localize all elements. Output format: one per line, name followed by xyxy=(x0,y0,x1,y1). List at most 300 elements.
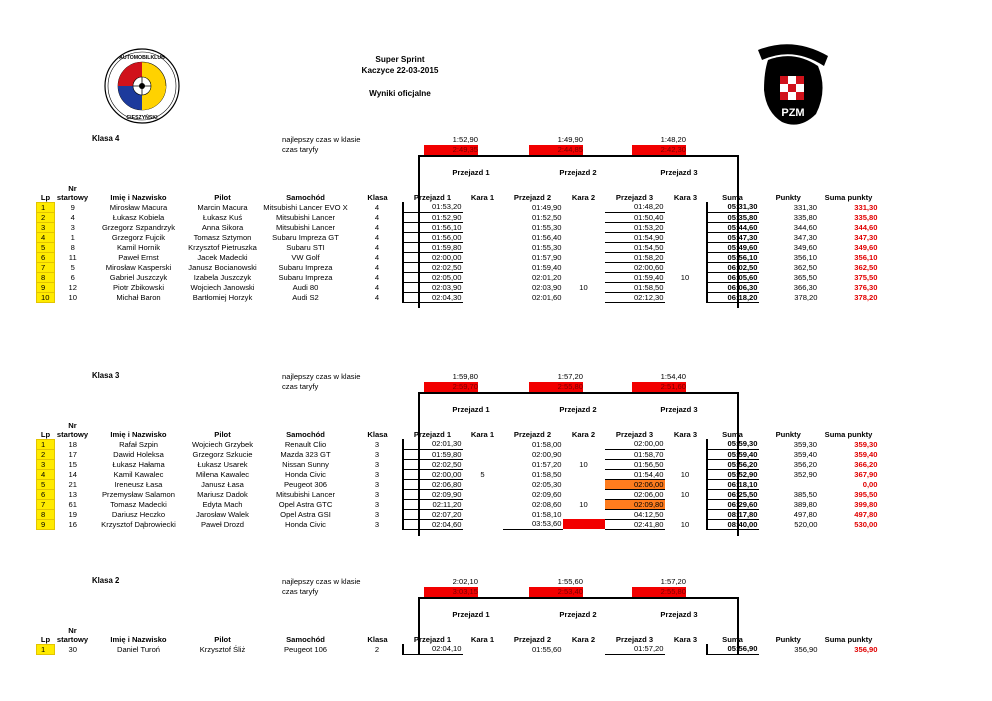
cell-penalty2 xyxy=(563,222,605,232)
cell-driver: Łukasz Kobiela xyxy=(112,212,165,222)
cell-run1: 02:00,00 xyxy=(403,469,463,479)
column-header-penalty3: Kara 3 xyxy=(673,430,698,439)
cell-pilot: Mariusz Dadok xyxy=(197,489,248,499)
cell-run1: 02:07,20 xyxy=(403,509,463,519)
cell-nr: 4 xyxy=(70,212,75,222)
cell-total: 05:49,60 xyxy=(707,242,759,252)
cell-total-points: 331,30 xyxy=(854,202,878,212)
column-header-penalty3: Kara 3 xyxy=(673,193,698,202)
cell-penalty3: 10 xyxy=(665,489,707,499)
cell-total: 06:05,60 xyxy=(707,272,759,282)
cell-run2: 02:01,60 xyxy=(531,292,562,302)
cell-lp: 1 xyxy=(37,202,55,212)
cell-driver: Krzysztof Dąbrowiecki xyxy=(101,519,176,529)
cell-run1: 02:06,80 xyxy=(403,479,463,489)
cell-run3: 02:06,00 xyxy=(605,489,665,499)
class-heading-4: Klasa 4 xyxy=(92,134,120,143)
cell-class: 4 xyxy=(374,262,380,272)
cell-class: 4 xyxy=(374,252,380,262)
column-header-penalty1: Kara 1 xyxy=(470,430,495,439)
cell-penalty2: 10 xyxy=(579,459,588,469)
column-header-car: Samochód xyxy=(286,635,325,644)
cell-nr: 10 xyxy=(68,292,77,302)
table-row xyxy=(37,232,879,242)
cell-run2: 01:58,00 xyxy=(531,439,562,449)
cell-penalty2 xyxy=(563,489,605,499)
cell-run1: 01:56,00 xyxy=(403,232,463,242)
column-header-driver: Imię i Nazwisko xyxy=(110,635,167,644)
cell-driver: Piotr Zbikowski xyxy=(112,282,165,292)
best-time-2: 1:57,20 xyxy=(557,372,583,381)
cell-penalty3 xyxy=(665,499,707,509)
column-header-total-points: Suma punkty xyxy=(824,193,873,202)
cell-penalty2 xyxy=(563,449,605,459)
cell-lp: 5 xyxy=(37,242,55,252)
cell-penalty1 xyxy=(463,272,503,282)
cell-points xyxy=(759,479,819,489)
cell-total-points: 356,10 xyxy=(854,252,878,262)
cell-run3: 01:59,40 xyxy=(605,272,665,282)
cell-run3: 01:58,20 xyxy=(605,252,665,262)
cell-run3: 01:58,70 xyxy=(605,449,665,459)
cell-pilot: Łukasz Kuś xyxy=(202,212,243,222)
cell-penalty1 xyxy=(463,519,503,529)
cell-total: 08:17,80 xyxy=(707,509,759,519)
column-header-nr: Nr startowy xyxy=(56,421,89,439)
cell-run2: 01:56,40 xyxy=(531,232,562,242)
cell-total-points: 359,30 xyxy=(854,439,878,449)
column-header-car: Samochód xyxy=(286,430,325,439)
cell-penalty2 xyxy=(563,202,605,212)
run-heading-1: Przejazd 1 xyxy=(452,610,490,619)
column-header-penalty2: Kara 2 xyxy=(571,430,596,439)
column-header-car: Samochód xyxy=(286,193,325,202)
column-header-total-points: Suma punkty xyxy=(824,635,873,644)
table-row xyxy=(37,479,879,489)
column-header-points: Punkty xyxy=(775,430,801,439)
cell-car: Mazda 323 GT xyxy=(280,449,331,459)
cell-total-points: 530,00 xyxy=(854,519,878,529)
best-time-3: 1:57,20 xyxy=(660,577,686,586)
run-heading-3: Przejazd 3 xyxy=(660,168,698,177)
cell-class: 3 xyxy=(374,499,380,509)
cell-penalty1 xyxy=(463,439,503,449)
column-header-class: Klasa xyxy=(367,430,388,439)
cell-points: 497,80 xyxy=(793,509,817,519)
column-header-penalty3: Kara 3 xyxy=(673,635,698,644)
cell-car: Mitsubishi Lancer xyxy=(275,212,336,222)
cell-run3: 01:56,50 xyxy=(605,459,665,469)
cell-pilot: Paweł Drozd xyxy=(200,519,245,529)
cell-lp: 6 xyxy=(37,252,55,262)
cell-penalty1 xyxy=(463,479,503,489)
cell-pilot: Edyta Mach xyxy=(202,499,243,509)
cell-lp: 2 xyxy=(37,449,55,459)
cell-total: 06:02,50 xyxy=(707,262,759,272)
cell-lp: 6 xyxy=(37,489,55,499)
cell-car: Renault Clio xyxy=(284,439,327,449)
best-time-2: 1:49,90 xyxy=(557,135,583,144)
table-row xyxy=(37,499,879,509)
column-header-points: Punkty xyxy=(775,193,801,202)
cell-penalty1 xyxy=(463,212,503,222)
cell-lp: 3 xyxy=(37,222,55,232)
cell-driver: Przemysław Salamon xyxy=(101,489,175,499)
cell-penalty2 xyxy=(563,479,605,489)
cell-total: 05:56,20 xyxy=(707,459,759,469)
run-heading-2: Przejazd 2 xyxy=(559,168,597,177)
cell-driver: Michał Baron xyxy=(116,292,161,302)
cell-penalty2: 10 xyxy=(579,282,588,292)
cell-car: Opel Astra GSI xyxy=(280,509,331,519)
cell-penalty2 xyxy=(563,242,605,252)
cell-total: 06:25,50 xyxy=(707,489,759,499)
cell-points: 359,40 xyxy=(793,449,817,459)
tariff-time-3: 2:55,80 xyxy=(632,587,686,597)
cell-penalty1 xyxy=(463,262,503,272)
cell-run3: 02:00,00 xyxy=(605,439,665,449)
cell-run2: 01:59,40 xyxy=(531,262,562,272)
cell-car: Nissan Sunny xyxy=(282,459,329,469)
cell-pilot: Grzegorz Szkucie xyxy=(192,449,253,459)
cell-car: Subaru Impreza xyxy=(278,272,333,282)
cell-run3: 02:09,80 xyxy=(605,499,665,509)
cell-run1: 02:03,90 xyxy=(403,282,463,292)
tariff-time-2: 2:44,85 xyxy=(529,145,583,155)
cell-penalty2 xyxy=(563,212,605,222)
cell-pilot: Tomasz Sztymon xyxy=(193,232,252,242)
cell-total-points: 395,50 xyxy=(854,489,878,499)
cell-total-points: 375,50 xyxy=(854,272,878,282)
table-header-row xyxy=(37,420,879,439)
tariff-time-1: 2:49,35 xyxy=(424,145,478,155)
column-header-lp: Lp xyxy=(40,634,51,644)
cell-run2: 01:58,10 xyxy=(531,509,562,519)
cell-penalty3 xyxy=(665,644,707,654)
table-row xyxy=(37,459,879,469)
cell-run2: 01:49,90 xyxy=(531,202,562,212)
cell-run3: 02:06,00 xyxy=(605,479,665,489)
cell-driver: Paweł Ernst xyxy=(118,252,159,262)
cell-run3: 01:54,90 xyxy=(605,232,665,242)
cell-class: 3 xyxy=(374,509,380,519)
cell-penalty1 xyxy=(463,644,503,654)
column-header-lp: Lp xyxy=(40,429,51,439)
cell-run3: 02:41,80 xyxy=(605,519,665,529)
cell-nr: 15 xyxy=(68,459,77,469)
cell-driver: Daniel Turoń xyxy=(116,644,161,654)
cell-car: Mitsubishi Lancer xyxy=(275,222,336,232)
cell-run2: 01:55,60 xyxy=(531,644,562,654)
column-header-run2: Przejazd 2 xyxy=(513,430,552,439)
cell-penalty1 xyxy=(463,252,503,262)
best-time-3: 1:54,40 xyxy=(660,372,686,381)
best-time-label: najlepszy czas w klasie czas taryfy xyxy=(282,135,361,154)
cell-run2: 02:01,20 xyxy=(531,272,562,282)
cell-points: 365,50 xyxy=(793,272,817,282)
cell-total-points: 344,60 xyxy=(854,222,878,232)
cell-class: 2 xyxy=(374,644,380,654)
cell-penalty1 xyxy=(463,202,503,212)
cell-lp: 8 xyxy=(37,272,55,282)
cell-run1: 02:02,50 xyxy=(403,459,463,469)
cell-car: Mitsubishi Lancer xyxy=(275,489,336,499)
column-header-run3: Przejazd 3 xyxy=(615,430,654,439)
cell-pilot: Janusz Bocianowski xyxy=(188,262,257,272)
best-time-3: 1:48,20 xyxy=(660,135,686,144)
cell-lp: 9 xyxy=(37,519,55,529)
cell-penalty2 xyxy=(563,232,605,242)
cell-pilot: Bartłomiej Horzyk xyxy=(192,292,253,302)
run-heading-3: Przejazd 3 xyxy=(660,610,698,619)
cell-driver: Tomasz Madecki xyxy=(110,499,167,509)
cell-penalty3 xyxy=(665,439,707,449)
automobilklub-logo xyxy=(104,48,180,124)
cell-total-points: 356,90 xyxy=(854,644,878,654)
results-table-klasa-2 xyxy=(36,625,879,655)
cell-nr: 13 xyxy=(68,489,77,499)
cell-points: 362,50 xyxy=(793,262,817,272)
cell-points: 356,90 xyxy=(794,644,818,654)
cell-total: 05:56,10 xyxy=(707,252,759,262)
cell-penalty3 xyxy=(665,449,707,459)
results-label: Wyniki oficjalne xyxy=(369,89,431,98)
table-row xyxy=(37,449,879,459)
column-header-class: Klasa xyxy=(367,193,388,202)
cell-nr: 21 xyxy=(68,479,77,489)
cell-points: 335,80 xyxy=(793,212,817,222)
cell-car: Peugeot 106 xyxy=(283,644,328,654)
cell-pilot: Anna Sikora xyxy=(201,222,244,232)
cell-run3: 04:12,50 xyxy=(605,509,665,519)
cell-total-points: 376,30 xyxy=(854,282,878,292)
best-time-1: 2:02,10 xyxy=(452,577,478,586)
cell-run2: 02:03,90 xyxy=(531,282,562,292)
cell-nr: 61 xyxy=(68,499,77,509)
results-table-klasa-3 xyxy=(36,420,879,530)
cell-run3: 01:57,20 xyxy=(605,644,665,654)
tariff-time-3: 2:42,30 xyxy=(632,145,686,155)
column-header-total: Suma xyxy=(722,193,743,202)
cell-class: 3 xyxy=(374,519,380,529)
cell-total: 05:56,90 xyxy=(707,644,759,654)
column-header-run1: Przejazd 1 xyxy=(413,635,452,644)
table-row xyxy=(37,519,879,529)
cell-run2: 01:57,90 xyxy=(531,252,562,262)
cell-car: Subaru Impreza GT xyxy=(272,232,339,242)
cell-total: 06:18,20 xyxy=(707,292,759,302)
cell-lp: 8 xyxy=(37,509,55,519)
cell-penalty1 xyxy=(463,232,503,242)
table-row xyxy=(37,292,879,302)
cell-nr: 16 xyxy=(68,519,77,529)
cell-driver: Łukasz Hałama xyxy=(112,459,165,469)
cell-pilot: Izabela Juszczyk xyxy=(193,272,252,282)
cell-car: Subaru Impreza xyxy=(278,262,333,272)
cell-lp: 1 xyxy=(37,439,55,449)
column-header-points: Punkty xyxy=(775,635,801,644)
table-row xyxy=(37,242,879,252)
cell-lp: 4 xyxy=(37,232,55,242)
cell-driver: Ireneusz Łasa xyxy=(114,479,163,489)
table-row xyxy=(37,252,879,262)
cell-penalty1 xyxy=(463,242,503,252)
cell-penalty3 xyxy=(665,459,707,469)
cell-total: 08:40,00 xyxy=(707,519,759,529)
cell-driver: Dawid Holeksa xyxy=(113,449,164,459)
cell-class: 3 xyxy=(374,489,380,499)
svg-text:PZM: PZM xyxy=(781,107,805,119)
column-header-nr: Nr startowy xyxy=(56,626,89,644)
cell-nr: 8 xyxy=(70,242,75,252)
cell-driver: Grzegorz Fujcik xyxy=(111,232,166,242)
cell-run1: 01:53,20 xyxy=(403,202,463,212)
cell-penalty2 xyxy=(563,439,605,449)
cell-class: 3 xyxy=(374,479,380,489)
cell-lp: 1 xyxy=(37,644,55,654)
cell-run1: 02:11,20 xyxy=(403,499,463,509)
cell-car: Honda Civic xyxy=(285,469,326,479)
cell-run2: 01:58,50 xyxy=(531,469,562,479)
best-time-1: 1:52,90 xyxy=(452,135,478,144)
tariff-time-2: 2:55,80 xyxy=(529,382,583,392)
table-row xyxy=(37,644,879,654)
cell-penalty2: 10 xyxy=(579,499,588,509)
cell-run3: 01:53,20 xyxy=(605,222,665,232)
cell-points: 359,30 xyxy=(793,439,817,449)
cell-penalty1 xyxy=(463,489,503,499)
cell-penalty2 xyxy=(563,469,605,479)
cell-total: 05:52,90 xyxy=(707,469,759,479)
table-row xyxy=(37,262,879,272)
cell-class: 4 xyxy=(374,282,380,292)
cell-points: 349,60 xyxy=(793,242,817,252)
cell-total-points: 497,80 xyxy=(854,509,878,519)
table-header-row xyxy=(37,625,879,644)
best-time-label: najlepszy czas w klasie czas taryfy xyxy=(282,372,361,391)
cell-pilot: Janusz Łasa xyxy=(201,479,244,489)
svg-text:AUTOMOBILKLUB: AUTOMOBILKLUB xyxy=(119,55,165,61)
cell-lp: 7 xyxy=(37,262,55,272)
cell-class: 3 xyxy=(374,449,380,459)
cell-lp: 7 xyxy=(37,499,55,509)
cell-lp: 10 xyxy=(37,292,55,302)
cell-penalty3: 10 xyxy=(665,519,707,529)
cell-run3: 01:54,40 xyxy=(605,469,665,479)
cell-run1: 02:01,30 xyxy=(403,439,463,449)
cell-run2: 01:52,50 xyxy=(531,212,562,222)
cell-total: 05:47,30 xyxy=(707,232,759,242)
column-header-penalty2: Kara 2 xyxy=(571,635,596,644)
event-subtitle: Kaczyce 22-03-2015 xyxy=(361,66,439,75)
column-header-driver: Imię i Nazwisko xyxy=(110,430,167,439)
tariff-time-1: 2:59,70 xyxy=(424,382,478,392)
column-header-run1: Przejazd 1 xyxy=(413,430,452,439)
class-heading-2: Klasa 2 xyxy=(92,576,120,585)
cell-run3: 02:00,60 xyxy=(605,262,665,272)
cell-total: 05:35,80 xyxy=(707,212,759,222)
table-row xyxy=(37,222,879,232)
cell-run1: 02:04,60 xyxy=(403,519,463,529)
cell-nr: 14 xyxy=(68,469,77,479)
cell-points: 366,30 xyxy=(793,282,817,292)
cell-penalty3 xyxy=(665,479,707,489)
cell-total-points: 335,80 xyxy=(854,212,878,222)
cell-run1: 02:09,90 xyxy=(403,489,463,499)
cell-run1: 01:56,10 xyxy=(403,222,463,232)
cell-points: 352,90 xyxy=(793,469,817,479)
run-heading-1: Przejazd 1 xyxy=(452,168,490,177)
event-title: Super Sprint xyxy=(375,55,425,64)
cell-run3: 01:58,50 xyxy=(605,282,665,292)
column-header-penalty1: Kara 1 xyxy=(470,635,495,644)
cell-points: 356,20 xyxy=(793,459,817,469)
best-time-1: 1:59,80 xyxy=(452,372,478,381)
cell-nr: 9 xyxy=(70,202,75,212)
column-header-penalty2: Kara 2 xyxy=(571,193,596,202)
cell-penalty1 xyxy=(463,222,503,232)
cell-run1: 02:05,00 xyxy=(403,272,463,282)
column-header-driver: Imię i Nazwisko xyxy=(110,193,167,202)
cell-driver: Kamil Hornik xyxy=(116,242,161,252)
cell-pilot: Krzysztof Śliż xyxy=(199,644,246,654)
cell-total: 05:44,60 xyxy=(707,222,759,232)
column-header-pilot: Pilot xyxy=(214,635,231,644)
cell-penalty2 xyxy=(563,252,605,262)
cell-points: 347,30 xyxy=(793,232,817,242)
best-time-2: 1:55,60 xyxy=(557,577,583,586)
run-heading-2: Przejazd 2 xyxy=(559,610,597,619)
cell-run2: 01:55,30 xyxy=(531,242,562,252)
cell-points: 385,50 xyxy=(793,489,817,499)
cell-total: 06:06,30 xyxy=(707,282,759,292)
cell-driver: Mirosław Kasperski xyxy=(105,262,172,272)
cell-pilot: Wojciech Grzybek xyxy=(191,439,254,449)
cell-total-points: 378,20 xyxy=(854,292,878,302)
column-header-run1: Przejazd 1 xyxy=(413,193,452,202)
cell-penalty1 xyxy=(463,499,503,509)
cell-penalty3 xyxy=(665,212,707,222)
cell-total: 06:18,10 xyxy=(707,479,759,489)
cell-total: 06:29,60 xyxy=(707,499,759,509)
cell-run2: 02:08,60 xyxy=(531,499,562,509)
column-header-lp: Lp xyxy=(40,192,51,202)
column-header-run3: Przejazd 3 xyxy=(615,635,654,644)
table-header-row xyxy=(37,183,879,202)
cell-nr: 18 xyxy=(68,439,77,449)
cell-nr: 17 xyxy=(68,449,77,459)
cell-run1: 01:52,90 xyxy=(403,212,463,222)
cell-points: 520,00 xyxy=(794,519,818,529)
cell-points: 356,10 xyxy=(793,252,817,262)
svg-text:CIESZYŃSKI: CIESZYŃSKI xyxy=(126,115,158,121)
cell-run1: 02:04,30 xyxy=(403,292,463,302)
cell-nr: 11 xyxy=(68,252,77,262)
cell-total-points: 347,30 xyxy=(854,232,878,242)
cell-penalty3 xyxy=(665,509,707,519)
cell-driver: Grzegorz Szpandrzyk xyxy=(101,222,175,232)
cell-nr: 3 xyxy=(70,222,75,232)
cell-penalty3: 10 xyxy=(665,469,707,479)
cell-class: 4 xyxy=(374,232,380,242)
column-header-class: Klasa xyxy=(367,635,388,644)
cell-driver: Gabriel Juszczyk xyxy=(109,272,168,282)
cell-car: Peugeot 306 xyxy=(283,479,328,489)
cell-nr: 19 xyxy=(68,509,77,519)
cell-class: 4 xyxy=(374,242,380,252)
cell-penalty2 xyxy=(563,509,605,519)
cell-total: 05:59,30 xyxy=(707,439,759,449)
